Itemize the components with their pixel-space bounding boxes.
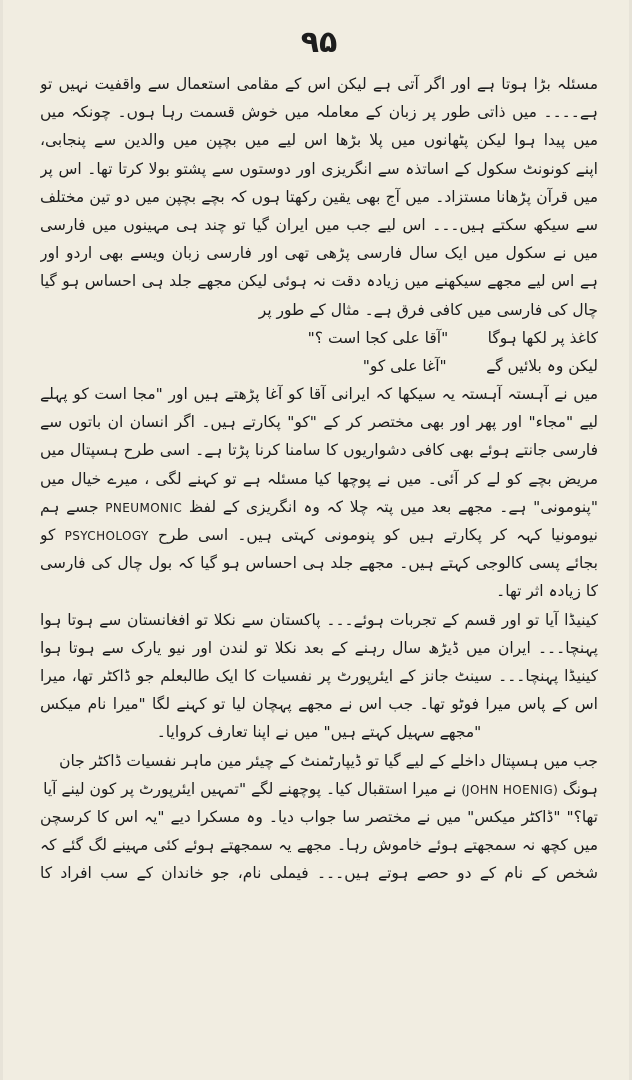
- text-line: لیے "مجاء" اور پھر اور بھی مختصر کر کے "کو" پکارتے ہیں۔ اگر انسان ان باتوں سے: [40, 413, 598, 432]
- text-line: مریض بچے کو لے کر آئی۔ میں نے پوچھا کیا مسئلہ ہے تو کہنے لگی ، میرے خیال میں: [40, 469, 598, 488]
- text-line: مسئلہ بڑا ہوتا ہے اور اگر آتی ہے لیکن اس کے مقامی استعمال سے واقفیت نہیں تو: [40, 75, 598, 93]
- example-quote: "آغا علی کو": [362, 356, 447, 375]
- text-line: کینیڈا آیا تو اور قسم کے تجربات ہوئے۔۔۔ پاکستان سے نکلا تو افغانستان سے ہوتا ہوا: [40, 610, 598, 629]
- text-segment: نے میرا استقبال کیا۔ پوچھنے لگے "تمہیں ایئرپورٹ پر کون لینے آیا: [43, 779, 457, 798]
- page-number: ۹۵: [300, 25, 338, 60]
- text-line: سے سیکھ سکتے ہیں۔۔۔ اس لیے جب میں ایران گیا تو چند ہی مہینوں میں فارسی: [40, 215, 598, 234]
- text-segment: نیومونیا کہہ کر پکارتے ہیں کو پنومونی کہتی ہیں۔ اسی طرح: [157, 526, 598, 544]
- english-term: PSYCHOLOGY: [64, 529, 149, 543]
- example-quote: "آقا علی کجا است ؟": [307, 328, 449, 347]
- text-line: جب میں ہسپتال داخلے کے لیے گیا تو ڈیپارٹمنٹ کے چیئر مین ماہر نفسیات ڈاکٹر جان: [59, 751, 598, 770]
- text-line: کا زیادہ اثر تھا۔: [496, 582, 598, 601]
- text-line: کینیڈا پہنچا۔۔۔ سینٹ جانز کے ایئرپورٹ پر نفسیات کا ایک طالبعلم جو ڈاکٹر تھا، میرا: [40, 666, 598, 685]
- text-line: اپنے کونونٹ سکول کے اساتذہ سے انگریزی اور دوستوں سے پشتو بولا کرتا تھا۔ اس پر: [40, 159, 598, 178]
- english-term: PNEUMONIC: [105, 500, 183, 515]
- text-segment: ہونگ: [562, 779, 598, 798]
- text-segment: "پنومونی" ہے۔ مجھے بعد میں پتہ چلا کہ وہ انگریزی کے لفظ: [188, 497, 598, 516]
- text-line: بجائے پسی کالوجی کہتے ہیں۔ مجھے جلد ہی احساس ہو گیا کہ بول چال کی فارسی: [40, 554, 598, 573]
- example-text: کاغذ پر لکھا ہوگا: [487, 328, 598, 347]
- text-line: "مجھے سہیل کہتے ہیں" میں نے اپنا تعارف کروایا۔: [156, 723, 482, 742]
- example-text: لیکن وہ بلائیں گے: [486, 356, 598, 375]
- text-line-with-term: [40, 775, 598, 803]
- text-segment: کو: [40, 526, 56, 544]
- text-line-with-term: [40, 521, 598, 549]
- text-line: فارسی جانتے ہوئے بھی کافی دشواریوں کا سامنا کرنا پڑتا ہے۔ اسی طرح ہسپتال میں: [40, 441, 598, 460]
- english-term: (JOHN HOENIG): [461, 782, 558, 797]
- text-line: اس کے پاس میرا فوٹو تھا۔ جب اس نے مجھے پہچان لیا تو کہنے لگا "میرا نام میکس: [40, 695, 598, 714]
- text-line: میں نے آہستہ آہستہ یہ سیکھا کہ ایرانی آقا کو آغا پڑھتے ہیں اور "مجا است کو پہلے: [40, 385, 598, 404]
- scan-edge-left: [0, 0, 3, 1080]
- example-line-2: [40, 352, 598, 380]
- text-line: پہنچا۔۔۔ ایران میں ڈیڑھ سال رہنے کے بعد نکلا تو لندن اور نیو یارک سے ہوتا ہوا: [40, 638, 598, 657]
- text-line: ہے اس لیے مجھے سیکھنے میں زیادہ دقت نہ ہوئی لیکن مجھے جلد ہی احساس ہو گیا: [40, 272, 598, 291]
- body-text: [40, 70, 598, 887]
- text-line: چال کی فارسی میں کافی فرق ہے۔ مثال کے طور پر: [258, 300, 598, 319]
- text-line: میں کچھ نہ سمجھتے ہوئے خاموش رہا۔ مجھے یہ سمجھتے ہوئے کئی مہینے لگ گئے کہ: [40, 836, 598, 855]
- example-line-1: [40, 324, 598, 352]
- text-line: میں نے سکول میں ایک سال فارسی پڑھی تھی اور فارسی زبان ویسے بھی اردو اور: [40, 244, 598, 263]
- text-line-with-term: [40, 493, 598, 521]
- text-segment: جسے ہم: [40, 497, 99, 516]
- text-line: شخص کے نام کے دو حصے ہوتے ہیں۔۔۔ فیملی نام، جو خاندان کے سب افراد کا: [40, 864, 598, 883]
- text-line: تھا؟" "ڈاکٹر میکس" میں نے مختصر سا جواب دیا۔ وہ مسکرا دیے "یہ اس کا کرسچن: [40, 807, 598, 826]
- text-line: میں پیدا ہوا لیکن پٹھانوں میں پلا بڑھا اس لیے میں بچپن میں والدین سے پنجابی،: [40, 131, 598, 150]
- text-line: میں قرآن پڑھانا مستزاد۔ میں آج بھی یقین رکھتا ہوں کہ بچے بچپن میں دو تین مختلف: [40, 187, 598, 206]
- text-line: ہے۔۔۔۔ میں ذاتی طور پر زبان کے معاملہ میں خوش قسمت رہا ہوں۔ چونکہ میں: [40, 103, 598, 122]
